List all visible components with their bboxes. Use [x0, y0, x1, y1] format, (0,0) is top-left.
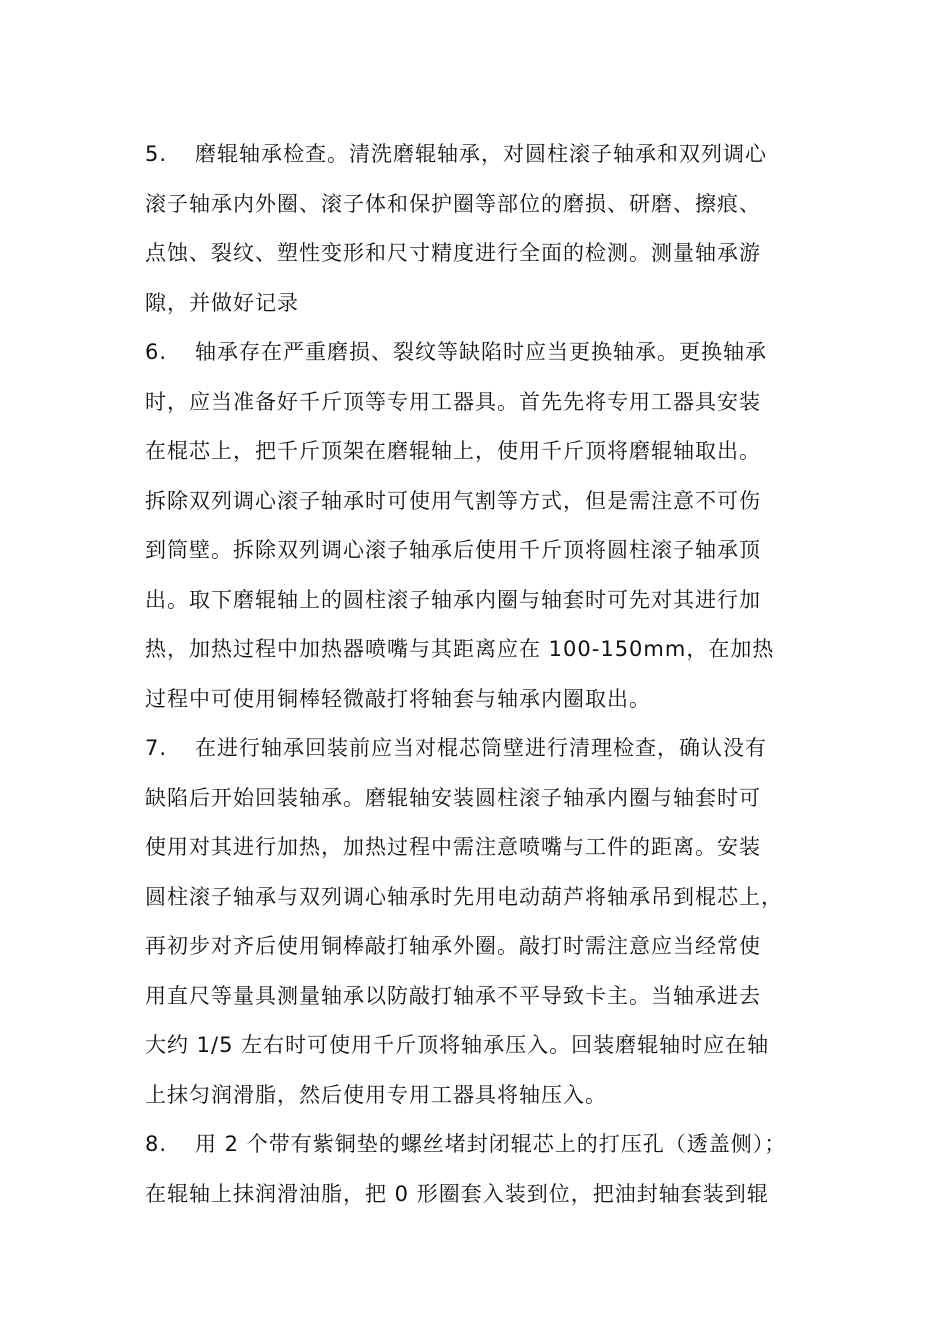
paragraph-number: 5.	[145, 142, 168, 166]
text-line	[145, 279, 815, 329]
paragraph-number: 7.	[145, 736, 168, 760]
text-line	[145, 1071, 815, 1121]
line-text: 用 2 个带有紫铜垫的螺丝堵封闭辊芯上的打压孔（透盖侧）；	[195, 1132, 787, 1156]
line-text: 缺陷后开始回装轴承。磨辊轴安装圆柱滚子轴承内圈与轴套时可	[145, 785, 761, 810]
text-line	[145, 477, 815, 527]
line-text: 大约 1/5 左右时可使用千斤顶将轴承压入。回装磨辊轴时应在轴	[145, 1033, 770, 1057]
text-line	[145, 1170, 815, 1220]
line-text: 过程中可使用铜棒轻微敲打将轴套与轴承内圈取出。	[145, 686, 651, 711]
line-text: 出。取下磨辊轴上的圆柱滚子轴承内圈与轴套时可先对其进行加	[145, 587, 761, 612]
line-text: 到筒壁。拆除双列调心滚子轴承后使用千斤顶将圆柱滚子轴承顶	[145, 538, 761, 562]
paragraph-number: 8.	[145, 1132, 168, 1156]
text-line	[145, 1021, 815, 1071]
paragraph-6	[145, 328, 815, 724]
paragraph-5	[145, 130, 815, 328]
text-line	[145, 823, 815, 873]
text-line	[145, 625, 815, 675]
line-text: 圆柱滚子轴承与双列调心轴承时先用电动葫芦将轴承吊到棍芯上，	[145, 884, 783, 909]
line-text: 轴承存在严重磨损、裂纹等缺陷时应当更换轴承。更换轴承	[195, 340, 767, 364]
text-line	[145, 378, 815, 428]
text-line	[145, 922, 815, 972]
paragraph-8	[145, 1120, 815, 1219]
text-line	[145, 873, 815, 923]
line-text: 再初步对齐后使用铜棒敲打轴承外圈。敲打时需注意应当经常使	[145, 934, 761, 958]
line-text: 磨辊轴承检查。清洗磨辊轴承，对圆柱滚子轴承和双列调心	[195, 142, 767, 166]
text-line	[145, 576, 815, 626]
line-text: 时，应当准备好千斤顶等专用工器具。首先先将专用工器具安装	[145, 389, 761, 414]
line-text: 点蚀、裂纹、塑性变形和尺寸精度进行全面的检测。测量轴承游	[145, 241, 761, 265]
text-line	[145, 774, 815, 824]
text-line	[145, 724, 815, 774]
text-line	[145, 130, 815, 180]
line-text: 隙，并做好记录	[145, 290, 299, 315]
text-line	[145, 180, 815, 230]
text-line	[145, 526, 815, 576]
line-text: 滚子轴承内外圈、滚子体和保护圈等部位的磨损、研磨、擦痕、	[145, 191, 761, 216]
line-text: 在棍芯上，把千斤顶架在磨辊轴上，使用千斤顶将磨辊轴取出。	[145, 439, 761, 463]
text-line	[145, 1120, 815, 1170]
text-line	[145, 229, 815, 279]
line-text: 在辊轴上抹润滑油脂，把 0 形圈套入装到位，把油封轴套装到辊	[145, 1181, 769, 1206]
line-text: 用直尺等量具测量轴承以防敲打轴承不平导致卡主。当轴承进去	[145, 983, 761, 1008]
text-line	[145, 675, 815, 725]
text-line	[145, 972, 815, 1022]
paragraph-number: 6.	[145, 340, 168, 364]
document-body	[145, 130, 815, 1219]
line-text: 热，加热过程中加热器喷嘴与其距离应在 100-150mm，在加热	[145, 637, 775, 661]
text-line	[145, 427, 815, 477]
text-line	[145, 328, 815, 378]
line-text: 使用对其进行加热，加热过程中需注意喷嘴与工件的距离。安装	[145, 835, 761, 859]
line-text: 上抹匀润滑脂，然后使用专用工器具将轴压入。	[145, 1082, 607, 1107]
line-text: 在进行轴承回装前应当对棍芯筒壁进行清理检查，确认没有	[195, 736, 767, 760]
paragraph-7	[145, 724, 815, 1120]
line-text: 拆除双列调心滚子轴承时可使用气割等方式，但是需注意不可伤	[145, 488, 761, 513]
